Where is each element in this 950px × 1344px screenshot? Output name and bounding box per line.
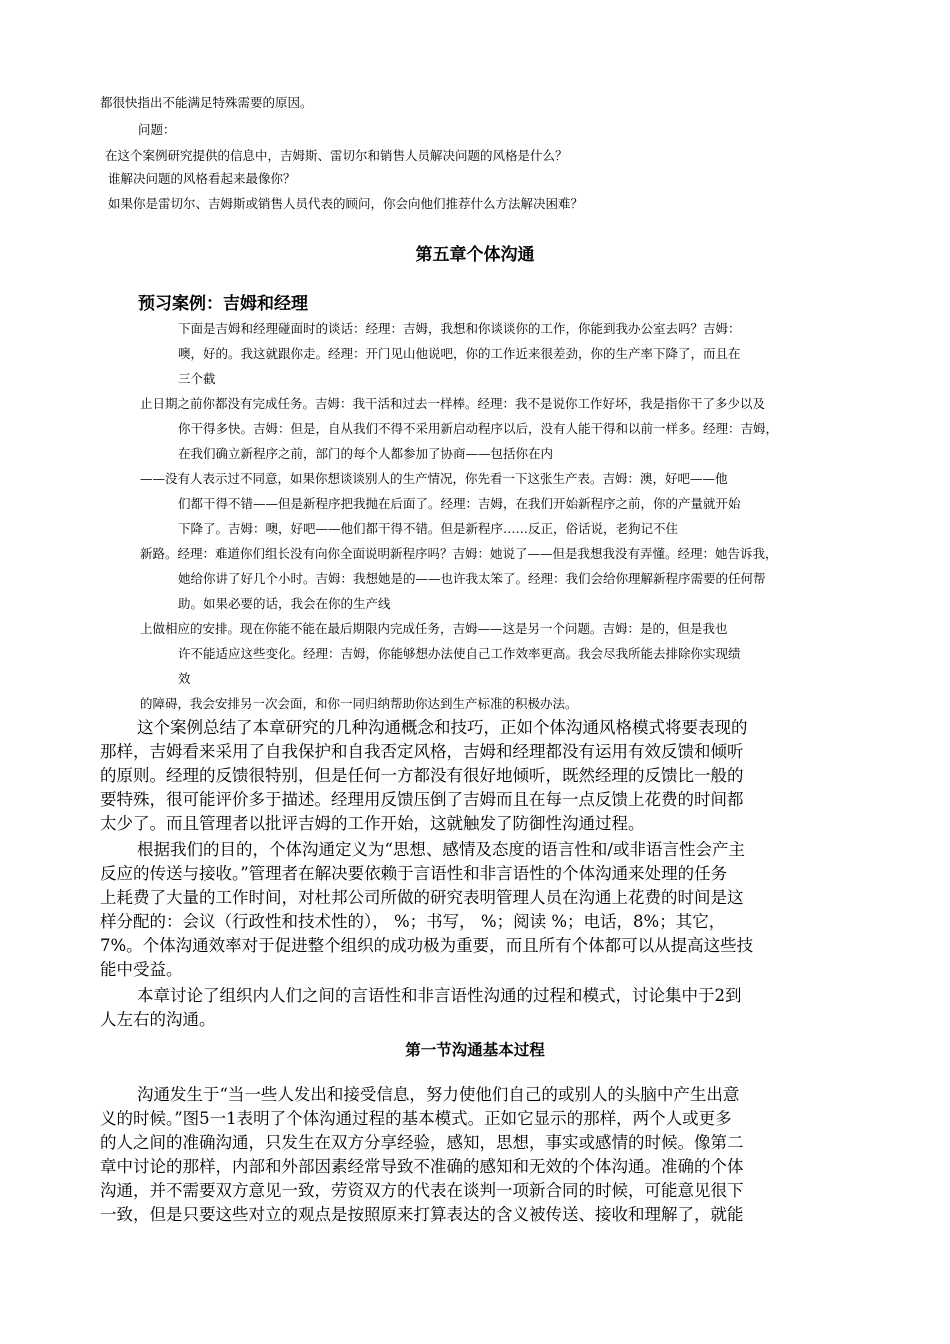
body-line: 的原则。经理的反馈很特别，但是任何一方都没有很好地倾听，既然经理的反馈比一般的 <box>100 766 744 785</box>
body-line: 样分配的：会议（行政性和技术性的）， %；书写， %；阅读 %；电话，8%；其它， <box>100 912 726 931</box>
case-line: 止日期之前你都没有完成任务。吉姆：我干活和过去一样棒。经理：我不是说你工作好坏，我是指你干了多少以及 <box>140 396 766 411</box>
case-line: 的障碍，我会安排另一次会面，和你一同归纳帮助你达到生产标准的积极办法。 <box>140 696 578 711</box>
body-line: 反应的传送与接收。”管理者在解决要依赖于言语性和非言语性的个体沟通来处理的任务 <box>100 864 728 883</box>
case-line: 下降了。吉姆：噢，好吧——他们都干得不错。但是新程序……反正，俗话说，老狗记不住 <box>178 521 679 536</box>
section-line: 章中讨论的那样，内部和外部因素经常导致不准确的感知和无效的个体沟通。准确的个体 <box>100 1157 744 1176</box>
case-line: 新路。经理：难道你们组长没有向你全面说明新程序吗？吉姆：她说了——但是我想我没有弄懂。经理：她告诉我， <box>140 546 778 561</box>
case-line: 三个截 <box>178 371 216 386</box>
question-item: 在这个案例研究提供的信息中，吉姆斯、雷切尔和销售人员解决问题的风格是什么？ <box>105 148 568 163</box>
case-line: 助。如果必要的话，我会在你的生产线 <box>178 596 391 611</box>
case-line: 在我们确立新程序之前，部门的每个人都参加了协商——包括你在内 <box>178 446 554 461</box>
case-line: ——没有人表示过不同意，如果你想谈谈别人的生产情况，你先看一下这张生产表。吉姆：澳，好吧——他 <box>140 471 728 486</box>
case-line: 效 <box>178 671 191 686</box>
questions-label: 问题： <box>138 122 176 137</box>
body-line: 根据我们的目的，个体沟通定义为“思想、感情及态度的语言性和/或非语言性会产主 <box>137 840 745 859</box>
section-title: 第一节沟通基本过程 <box>405 1041 545 1059</box>
intro-line: 都很快指出不能满足特殊需要的原因。 <box>100 95 313 110</box>
section-line: 一致，但是只要这些对立的观点是按照原来打算表达的含义被传送、接收和理解了，就能 <box>100 1205 744 1224</box>
question-item: 如果你是雷切尔、吉姆斯或销售人员代表的顾问，你会向他们推荐什么方法解决困难？ <box>108 196 584 211</box>
case-line: 她给你讲了好几个小时。吉姆：我想她是的——也许我太笨了。经理：我们会给你理解新程序需要的任何帮 <box>178 571 766 586</box>
section-line: 的人之间的准确沟通，只发生在双方分享经验，感知，思想，事实或感情的时候。像第二 <box>100 1133 744 1152</box>
case-line: 你干得多快。吉姆：但是，自从我们不得不采用新启动程序以后，没有人能干得和以前一样多。经理：吉姆， <box>178 421 779 436</box>
body-line: 人左右的沟通。 <box>100 1010 216 1029</box>
body-line: 能中受益。 <box>100 960 183 979</box>
body-line: 上耗费了大量的工作时间，对杜邦公司所做的研究表明管理人员在沟通上花费的时间是这 <box>100 888 744 907</box>
body-line: 要特殊，很可能评价多于描述。经理用反馈压倒了吉姆而且在每一点反馈上花费的时间都 <box>100 790 744 809</box>
case-line: 许不能适应这些变化。经理：吉姆，你能够想办法使自己工作效率更高。我会尽我所能去排除你实现绩 <box>178 646 741 661</box>
case-line: 噢，好的。我这就跟你走。经理：开门见山他说吧，你的工作近来很差劲，你的生产率下降了，而且在 <box>178 346 741 361</box>
body-line: 那样，吉姆看来采用了自我保护和自我否定风格，吉姆和经理都没有运用有效反馈和倾听 <box>100 742 744 761</box>
body-line: 本章讨论了组织内人们之间的言语性和非言语性沟通的过程和模式，讨论集中于2到 <box>137 986 742 1005</box>
case-line: 下面是吉姆和经理碰面时的谈话：经理：吉姆，我想和你谈谈你的工作，你能到我办公室去吗？吉姆： <box>178 321 741 336</box>
question-item: 谁解决问题的风格看起来最像你？ <box>108 171 296 186</box>
section-line: 沟通发生于“当一些人发出和接受信息，努力使他们自己的或别人的头脑中产生出意 <box>137 1085 740 1104</box>
case-title: 预习案例：吉姆和经理 <box>138 294 308 314</box>
body-line: 7%。个体沟通效率对于促进整个组织的成功极为重要，而且所有个体都可以从提高这些技 <box>100 936 754 955</box>
body-line: 太少了。而且管理者以批评吉姆的工作开始，这就触发了防御性沟通过程。 <box>100 814 645 833</box>
section-line: 沟通，并不需要双方意见一致，劳资双方的代表在谈判一项新合同的时候，可能意见很下 <box>100 1181 744 1200</box>
case-line: 们都干得不错——但是新程序把我抛在后面了。经理：吉姆，在我们开始新程序之前，你的产量就开始 <box>178 496 741 511</box>
case-line: 上做相应的安排。现在你能不能在最后期限内完成任务，吉姆——这是另一个问题。吉姆：是的，但是我也 <box>140 621 728 636</box>
chapter-title: 第五章个体沟通 <box>415 245 535 265</box>
body-line: 这个案例总结了本章研究的几种沟通概念和技巧，正如个体沟通风格模式将要表现的 <box>137 718 748 737</box>
section-line: 义的时候。”图5一1表明了个体沟通过程的基本模式。正如它显示的那样，两个人或更多 <box>100 1109 732 1128</box>
